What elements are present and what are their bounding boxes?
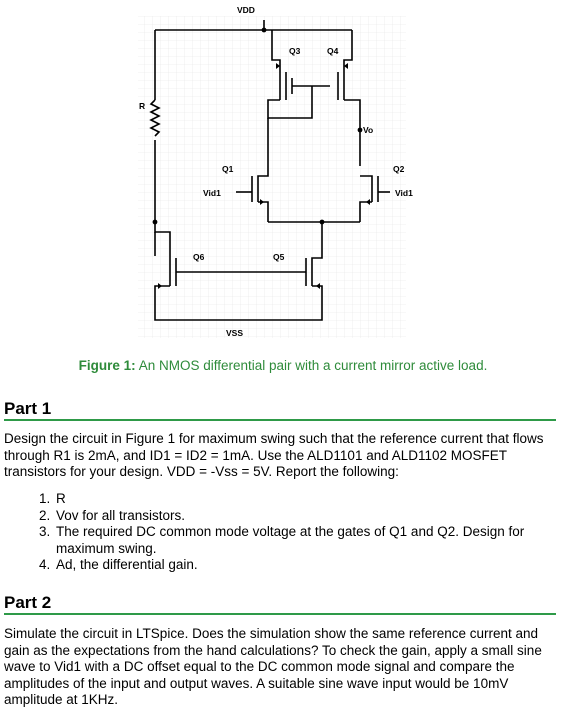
part1-requirements-list bbox=[0, 491, 554, 574]
q2-label: Q2 bbox=[393, 164, 405, 174]
part1-paragraph: Design the circuit in Figure 1 for maximum swing such that the reference current that flows through R1 is 2mA, and ID1 = ID2 = 1mA. Use the ALD1101 and ALD1102 MOSFET transistors for your design. VDD = -Vss = 5V. Report the following: bbox=[4, 431, 544, 479]
q5-label: Q5 bbox=[273, 252, 285, 262]
list-item: 3. The required DC common mode voltage at the gates of Q1 and Q2. Design for maximum swing. bbox=[54, 524, 554, 557]
vdd-label: VDD bbox=[237, 5, 255, 15]
figure-caption bbox=[0, 358, 566, 373]
schematic-grid bbox=[138, 16, 406, 338]
part1-divider bbox=[4, 419, 556, 421]
figure-caption-prefix: Figure 1: bbox=[78, 358, 136, 373]
vo-label: Vo bbox=[363, 125, 374, 135]
part1-heading: Part 1 bbox=[4, 399, 52, 418]
list-item: 4. Ad, the differential gain. bbox=[54, 557, 554, 574]
vss-label: VSS bbox=[226, 328, 244, 338]
resistor-label: R bbox=[139, 101, 146, 111]
q6-label: Q6 bbox=[193, 252, 205, 262]
figure-caption-text: An NMOS differential pair with a current mirror active load. bbox=[135, 358, 488, 373]
part2-heading: Part 2 bbox=[4, 593, 52, 612]
vid1-left-label: Vid1 bbox=[203, 188, 221, 198]
vid1-right-label: Vid1 bbox=[395, 188, 413, 198]
q1-label: Q1 bbox=[222, 164, 234, 174]
list-item: 2. Vov for all transistors. bbox=[54, 508, 554, 525]
circuit-schematic bbox=[0, 0, 566, 355]
q4-label: Q4 bbox=[327, 46, 339, 56]
part2-paragraph: Simulate the circuit in LTSpice. Does the simulation show the same reference current and gain as the expectations from the hand calculations? To check the gain, apply a small sine wave to Vid1 with a DC offset equal to the DC common mode signal and compare the amplitudes of the input and output waves. A suitable sine wave input would be 10mV amplitude at 1KHz. bbox=[4, 626, 542, 707]
part2-divider bbox=[4, 613, 556, 615]
list-item: 1. R bbox=[54, 491, 554, 508]
q3-label: Q3 bbox=[289, 46, 301, 56]
